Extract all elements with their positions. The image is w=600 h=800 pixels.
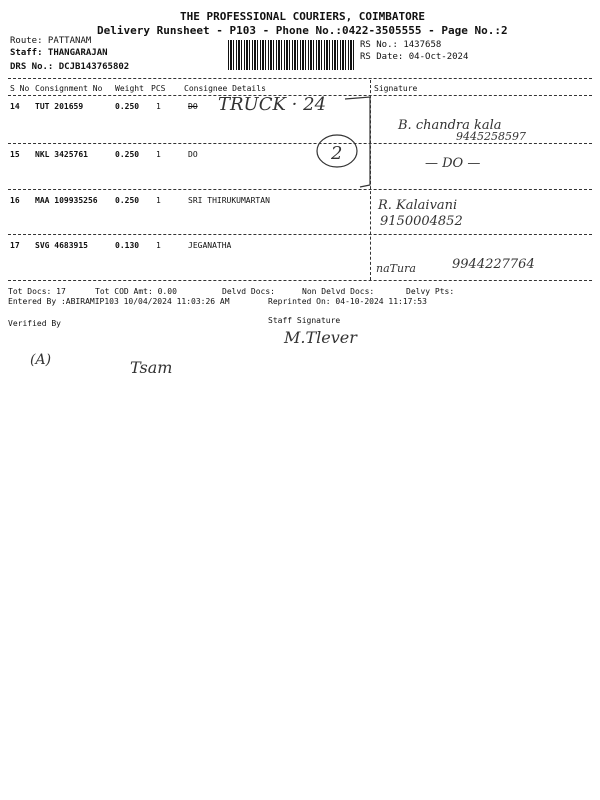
row-consignee: DO — [188, 102, 198, 111]
runsheet-subtitle: Delivery Runsheet - P103 - Phone No.:0422-3505555 - Page No.:2 — [97, 24, 508, 37]
divider — [8, 189, 592, 190]
col-header-pcs: PCS — [151, 84, 166, 93]
staff-label: Staff: THANGARAJAN — [10, 48, 108, 58]
col-header-consignee: Consignee Details — [184, 84, 266, 93]
rs-number: RS No.: 1437658 — [360, 40, 442, 50]
row-weight: 0.250 — [115, 102, 140, 111]
non-delivered-docs: Non Delvd Docs: — [302, 287, 375, 296]
row-sno: 14 — [10, 102, 20, 111]
verifier-initial-hand: (A) — [30, 352, 52, 368]
entered-by: Entered By :ABIRAMIP103 10/04/2024 11:03:26 AM — [8, 297, 230, 306]
drs-number: DRS No.: DCJB143765802 — [10, 62, 130, 72]
delivery-points: Delvy Pts: — [406, 287, 455, 296]
total-cod-amount: Tot COD Amt: 0.00 — [95, 287, 177, 296]
rs-date: RS Date: 04-Oct-2024 — [360, 52, 469, 62]
staff-signature-hand: M.Tlever — [284, 328, 357, 347]
company-title: THE PROFESSIONAL COURIERS, COIMBATORE — [180, 10, 426, 23]
barcode-image — [228, 40, 356, 70]
staff-signature-label: Staff Signature — [268, 316, 341, 325]
row-consignment: NKL 3425761 — [35, 150, 88, 159]
row-consignee: DO — [188, 150, 198, 159]
row-pcs: 1 — [156, 241, 161, 250]
verifier-signature-hand: Tsam — [130, 358, 173, 377]
circled-number: 2 — [331, 143, 343, 164]
divider — [8, 78, 592, 79]
row-consignment: TUT 201659 — [35, 102, 84, 111]
route-label: Route: PATTANAM — [10, 36, 92, 46]
row-weight: 0.250 — [115, 150, 140, 159]
col-header-consignment: Consignment No — [35, 84, 103, 93]
row-consignee: SRI THIRUKUMARTAN — [188, 196, 270, 205]
row-sno: 15 — [10, 150, 20, 159]
handwritten-signature: — DO — — [425, 156, 481, 171]
col-header-weight: Weight — [115, 84, 144, 93]
row-pcs: 1 — [156, 102, 161, 111]
handwritten-signature: R. Kalaivani — [378, 198, 458, 213]
col-header-sno: S No — [10, 84, 30, 93]
handwritten-truck-note: TRUCK · 24 — [218, 94, 327, 115]
row-consignment: MAA 109935256 — [35, 196, 98, 205]
row-weight: 0.250 — [115, 196, 140, 205]
reprinted-on: Reprinted On: 04-10-2024 11:17:53 — [268, 297, 427, 306]
handwritten-phone: 9150004852 — [380, 214, 463, 229]
row-weight: 0.130 — [115, 241, 140, 250]
row-pcs: 1 — [156, 196, 161, 205]
handwritten-phone: 9944227764 — [452, 257, 535, 272]
row-pcs: 1 — [156, 150, 161, 159]
handwritten-signature: B. chandra kala — [398, 118, 502, 133]
total-docs: Tot Docs: 17 — [8, 287, 66, 296]
row-consignment: SVG 4683915 — [35, 241, 88, 250]
row-sno: 17 — [10, 241, 20, 250]
divider — [8, 234, 592, 235]
verified-by-label: Verified By — [8, 319, 61, 328]
divider — [8, 280, 592, 281]
delivered-docs: Delvd Docs: — [222, 287, 275, 296]
row-consignee: JEGANATHA — [188, 241, 232, 250]
handwritten-signature: naTura — [376, 262, 416, 275]
handwritten-phone: 9445258597 — [456, 130, 526, 143]
row-sno: 16 — [10, 196, 20, 205]
col-header-signature: Signature — [374, 84, 418, 93]
